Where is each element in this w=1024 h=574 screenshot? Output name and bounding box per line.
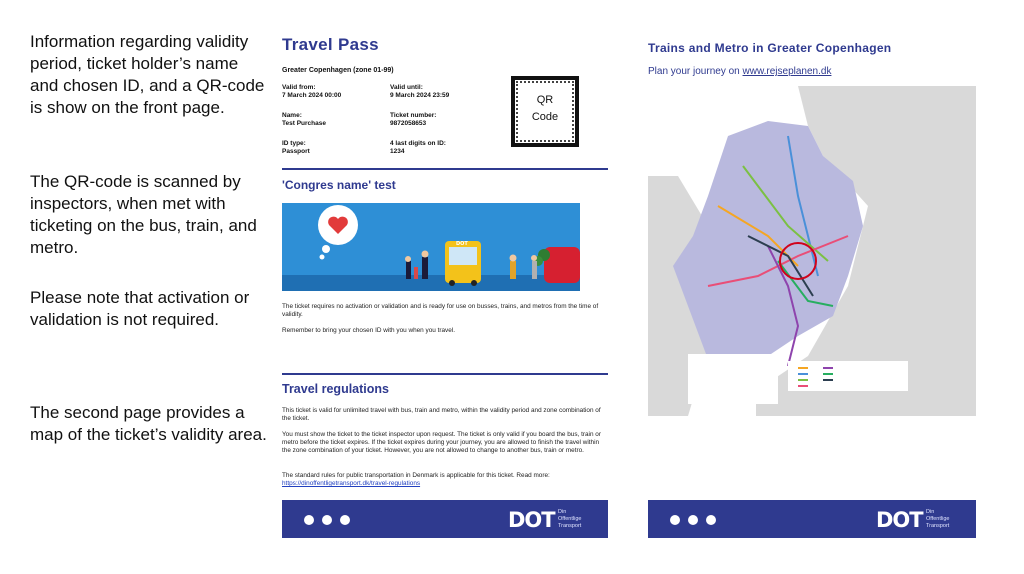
dot-sub-3: Transport bbox=[558, 523, 582, 529]
explanation-map bbox=[30, 402, 270, 446]
id-digits-value: 1234 bbox=[390, 148, 405, 155]
divider bbox=[282, 168, 608, 170]
dot-logo: DOT bbox=[876, 508, 923, 532]
event-title: 'Congres name' test bbox=[282, 178, 396, 192]
qr-label-line1: QR bbox=[536, 94, 554, 106]
name-label: Name: bbox=[282, 112, 302, 119]
dot-sub-2: Offentlige bbox=[558, 516, 582, 522]
ticket-number-value: 9872058653 bbox=[390, 120, 427, 127]
ticket-zone: Greater Copenhagen (zone 01-99) bbox=[282, 67, 394, 74]
dot-logo-subtitle bbox=[558, 509, 581, 530]
map-footer bbox=[648, 500, 976, 538]
bus-icon bbox=[304, 515, 314, 525]
ticket-footer bbox=[282, 500, 608, 538]
metro-icon bbox=[340, 515, 350, 525]
explanation-validity bbox=[30, 31, 270, 119]
travel-illustration bbox=[282, 203, 580, 291]
ticket-title: Travel Pass bbox=[282, 35, 379, 54]
regulations-text-2: You must show the ticket to the ticket inspector upon request. The ticket is only valid if you board the bus, train or metro before the ticket expires. If the ticket expires during your journey, you are allowed to finish the travel within the zone combination of your ticket. However, you are not allowed to change to another bus, train or metro. bbox=[282, 431, 601, 454]
id-digits-label: 4 last digits on ID: bbox=[390, 140, 446, 147]
ticket-front-page bbox=[282, 30, 608, 540]
name-field bbox=[282, 112, 326, 128]
no-activation-text: The ticket requires no activation or validation and is ready for use on busses, trains, and metros from the time of validity. bbox=[282, 303, 599, 318]
ticket-number-field bbox=[390, 112, 436, 128]
id-type-field bbox=[282, 140, 310, 156]
explanation-text-2: The QR-code is scanned by inspectors, when met with ticketing on the bus, train, and metro. bbox=[30, 172, 257, 257]
rejseplanen-link[interactable]: www.rejseplanen.dk bbox=[742, 66, 832, 77]
dot-sub-1: Din bbox=[558, 509, 567, 515]
network-map bbox=[648, 86, 976, 416]
ticket-number-label: Ticket number: bbox=[390, 112, 437, 119]
dot-sub-2: Offentlige bbox=[926, 516, 950, 522]
metro-icon bbox=[706, 515, 716, 525]
regulations-title: Travel regulations bbox=[282, 382, 389, 396]
bus-icon bbox=[670, 515, 680, 525]
dot-sub-3: Transport bbox=[926, 523, 950, 529]
id-digits-field bbox=[390, 140, 446, 156]
valid-until-label: Valid until: bbox=[390, 84, 423, 91]
bring-id-text: Remember to bring your chosen ID with you when you travel. bbox=[282, 327, 455, 334]
explanation-text-1: Information regarding validity period, ticket holder’s name and chosen ID, and a QR-code is show on the front page. bbox=[30, 32, 265, 117]
regulations-text-3-body: The standard rules for public transportation in Denmark is applicable for this ticket. Read more: bbox=[282, 472, 550, 479]
dot-logo-subtitle bbox=[926, 509, 949, 530]
qr-code bbox=[511, 76, 579, 147]
qr-label-line2: Code bbox=[531, 111, 559, 123]
explanation-activation bbox=[30, 287, 270, 331]
map-subtitle bbox=[648, 66, 831, 77]
divider bbox=[282, 373, 608, 375]
id-type-value: Passport bbox=[282, 148, 310, 155]
regulations-text-1: This ticket is valid for unlimited travel with bus, train and metro, within the validity period and zone combination of the ticket. bbox=[282, 407, 601, 422]
train-icon bbox=[688, 515, 698, 525]
train-icon bbox=[322, 515, 332, 525]
valid-from-field bbox=[282, 84, 341, 100]
valid-from-value: 7 March 2024 00:00 bbox=[282, 92, 342, 99]
name-value: Test Purchase bbox=[282, 120, 326, 127]
explanation-qr bbox=[30, 171, 270, 259]
explanation-text-3: Please note that activation or validation is not required. bbox=[30, 288, 250, 329]
valid-from-label: Valid from: bbox=[282, 84, 316, 91]
regulations-link[interactable]: https://dinoffentligetransport.dk/travel-regulations bbox=[282, 480, 421, 487]
dot-sub-1: Din bbox=[926, 509, 935, 515]
regulations-text-3 bbox=[282, 472, 608, 488]
bus-sign: DOT bbox=[456, 241, 468, 247]
map-title: Trains and Metro in Greater Copenhagen bbox=[648, 41, 892, 55]
valid-until-field bbox=[390, 84, 449, 100]
dot-logo: DOT bbox=[508, 508, 555, 532]
illustration-graphic bbox=[282, 203, 580, 291]
network-map-graphic bbox=[648, 86, 976, 416]
map-subtitle-text: Plan your journey on bbox=[648, 66, 740, 77]
id-type-label: ID type: bbox=[282, 140, 306, 147]
valid-until-value: 9 March 2024 23:59 bbox=[390, 92, 450, 99]
ticket-map-page bbox=[648, 30, 976, 540]
explanation-text-4: The second page provides a map of the ticket’s validity area. bbox=[30, 403, 267, 444]
